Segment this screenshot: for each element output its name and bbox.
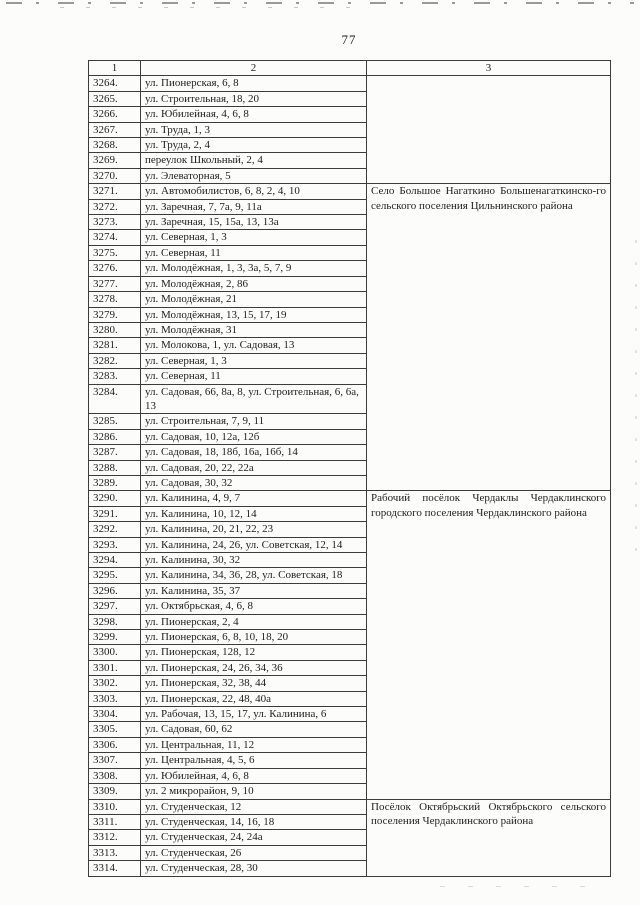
row-number-cell: 3306. bbox=[89, 737, 141, 752]
address-cell: ул. Студенческая, 24, 24а bbox=[141, 830, 367, 845]
settlement-cell: Посёлок Октябрьский Октябрьского сельского поселения Чердаклинского района bbox=[367, 799, 611, 876]
address-cell: ул. Молодёжная, 31 bbox=[141, 322, 367, 337]
address-cell: ул. Молокова, 1, ул. Садовая, 13 bbox=[141, 338, 367, 353]
row-number-cell: 3287. bbox=[89, 445, 141, 460]
row-number-cell: 3278. bbox=[89, 292, 141, 307]
column-header: 3 bbox=[367, 61, 611, 76]
row-number-cell: 3289. bbox=[89, 475, 141, 490]
address-cell: ул. Молодёжная, 13, 15, 17, 19 bbox=[141, 307, 367, 322]
scan-artifact-right bbox=[635, 240, 637, 560]
row-number-cell: 3302. bbox=[89, 676, 141, 691]
address-cell: ул. Молодёжная, 21 bbox=[141, 292, 367, 307]
table-row bbox=[89, 184, 611, 199]
row-number-cell: 3303. bbox=[89, 691, 141, 706]
table-row bbox=[89, 76, 611, 91]
table-body bbox=[89, 76, 611, 876]
address-cell: ул. Студенческая, 12 bbox=[141, 799, 367, 814]
row-number-cell: 3294. bbox=[89, 553, 141, 568]
address-cell: ул. Студенческая, 28, 30 bbox=[141, 861, 367, 876]
row-number-cell: 3313. bbox=[89, 845, 141, 860]
row-number-cell: 3264. bbox=[89, 76, 141, 91]
address-cell: ул. Пионерская, 128, 12 bbox=[141, 645, 367, 660]
address-cell: ул. Садовая, 18, 18б, 16а, 16б, 14 bbox=[141, 445, 367, 460]
table-row bbox=[89, 799, 611, 814]
row-number-cell: 3281. bbox=[89, 338, 141, 353]
row-number-cell: 3268. bbox=[89, 138, 141, 153]
row-number-cell: 3305. bbox=[89, 722, 141, 737]
address-cell: ул. 2 микрорайон, 9, 10 bbox=[141, 784, 367, 799]
address-cell: ул. Центральная, 4, 5, 6 bbox=[141, 753, 367, 768]
row-number-cell: 3300. bbox=[89, 645, 141, 660]
row-number-cell: 3290. bbox=[89, 491, 141, 506]
address-cell: ул. Элеваторная, 5 bbox=[141, 168, 367, 183]
settlement-cell: Рабочий посёлок Чердаклы Чердаклинского городского поселения Чердаклинского района bbox=[367, 491, 611, 799]
row-number-cell: 3276. bbox=[89, 261, 141, 276]
row-number-cell: 3309. bbox=[89, 784, 141, 799]
row-number-cell: 3314. bbox=[89, 861, 141, 876]
row-number-cell: 3282. bbox=[89, 353, 141, 368]
row-number-cell: 3270. bbox=[89, 168, 141, 183]
address-cell: ул. Пионерская, 22, 48, 40а bbox=[141, 691, 367, 706]
address-cell: ул. Калинина, 34, 36, 28, ул. Советская, 18 bbox=[141, 568, 367, 583]
table-header-row bbox=[89, 61, 611, 76]
address-cell: ул. Садовая, 30, 32 bbox=[141, 475, 367, 490]
address-cell: ул. Пионерская, 32, 38, 44 bbox=[141, 676, 367, 691]
address-cell: ул. Центральная, 11, 12 bbox=[141, 737, 367, 752]
address-cell: ул. Калинина, 10, 12, 14 bbox=[141, 506, 367, 521]
row-number-cell: 3267. bbox=[89, 122, 141, 137]
row-number-cell: 3311. bbox=[89, 814, 141, 829]
row-number-cell: 3269. bbox=[89, 153, 141, 168]
address-cell: ул. Северная, 11 bbox=[141, 369, 367, 384]
row-number-cell: 3288. bbox=[89, 460, 141, 475]
column-header: 2 bbox=[141, 61, 367, 76]
address-cell: ул. Северная, 1, 3 bbox=[141, 230, 367, 245]
address-cell: ул. Заречная, 15, 15а, 13, 13а bbox=[141, 215, 367, 230]
address-cell: ул. Садовая, 60, 62 bbox=[141, 722, 367, 737]
row-number-cell: 3280. bbox=[89, 322, 141, 337]
row-number-cell: 3296. bbox=[89, 583, 141, 598]
row-number-cell: 3283. bbox=[89, 369, 141, 384]
address-cell: ул. Пионерская, 6, 8, 10, 18, 20 bbox=[141, 630, 367, 645]
row-number-cell: 3275. bbox=[89, 245, 141, 260]
row-number-cell: 3312. bbox=[89, 830, 141, 845]
row-number-cell: 3266. bbox=[89, 107, 141, 122]
row-number-cell: 3277. bbox=[89, 276, 141, 291]
address-cell: ул. Заречная, 7, 7а, 9, 11а bbox=[141, 199, 367, 214]
row-number-cell: 3271. bbox=[89, 184, 141, 199]
page-number: 77 bbox=[341, 32, 357, 47]
row-number-cell: 3284. bbox=[89, 384, 141, 414]
address-cell: ул. Автомобилистов, 6, 8, 2, 4, 10 bbox=[141, 184, 367, 199]
row-number-cell: 3292. bbox=[89, 522, 141, 537]
row-number-cell: 3307. bbox=[89, 753, 141, 768]
address-cell: ул. Калинина, 24, 26, ул. Советская, 12, 14 bbox=[141, 537, 367, 552]
address-cell: ул. Садовая, 66, 8а, 8, ул. Строительная, 6, 6а, 13 bbox=[141, 384, 367, 414]
address-cell: ул. Труда, 1, 3 bbox=[141, 122, 367, 137]
address-cell: ул. Калинина, 35, 37 bbox=[141, 583, 367, 598]
column-header: 1 bbox=[89, 61, 141, 76]
row-number-cell: 3299. bbox=[89, 630, 141, 645]
row-number-cell: 3310. bbox=[89, 799, 141, 814]
address-cell: ул. Октябрьская, 4, 6, 8 bbox=[141, 599, 367, 614]
address-cell: ул. Северная, 1, 3 bbox=[141, 353, 367, 368]
address-cell: ул. Молодёжная, 1, 3, 3а, 5, 7, 9 bbox=[141, 261, 367, 276]
table-row bbox=[89, 491, 611, 506]
row-number-cell: 3295. bbox=[89, 568, 141, 583]
row-number-cell: 3301. bbox=[89, 660, 141, 675]
address-cell: ул. Рабочая, 13, 15, 17, ул. Калинина, 6 bbox=[141, 707, 367, 722]
row-number-cell: 3285. bbox=[89, 414, 141, 429]
address-cell: ул. Строительная, 7, 9, 11 bbox=[141, 414, 367, 429]
row-number-cell: 3298. bbox=[89, 614, 141, 629]
row-number-cell: 3304. bbox=[89, 707, 141, 722]
address-cell: переулок Школьный, 2, 4 bbox=[141, 153, 367, 168]
scan-artifact-bottom bbox=[440, 886, 600, 887]
address-cell: ул. Молодёжная, 2, 86 bbox=[141, 276, 367, 291]
address-cell: ул. Труда, 2, 4 bbox=[141, 138, 367, 153]
address-cell: ул. Садовая, 10, 12а, 12б bbox=[141, 429, 367, 444]
settlement-cell bbox=[367, 76, 611, 184]
row-number-cell: 3286. bbox=[89, 429, 141, 444]
address-table bbox=[88, 60, 611, 877]
row-number-cell: 3274. bbox=[89, 230, 141, 245]
row-number-cell: 3272. bbox=[89, 199, 141, 214]
row-number-cell: 3293. bbox=[89, 537, 141, 552]
row-number-cell: 3291. bbox=[89, 506, 141, 521]
address-cell: ул. Строительная, 18, 20 bbox=[141, 91, 367, 106]
address-cell: ул. Студенческая, 14, 16, 18 bbox=[141, 814, 367, 829]
scan-artifact-top-secondary bbox=[60, 7, 360, 8]
address-cell: ул. Юбилейная, 4, 6, 8 bbox=[141, 768, 367, 783]
scan-artifact-top bbox=[6, 2, 634, 4]
row-number-cell: 3297. bbox=[89, 599, 141, 614]
address-cell: ул. Пионерская, 2, 4 bbox=[141, 614, 367, 629]
address-cell: ул. Калинина, 30, 32 bbox=[141, 553, 367, 568]
row-number-cell: 3265. bbox=[89, 91, 141, 106]
address-cell: ул. Пионерская, 6, 8 bbox=[141, 76, 367, 91]
row-number-cell: 3273. bbox=[89, 215, 141, 230]
row-number-cell: 3308. bbox=[89, 768, 141, 783]
address-cell: ул. Пионерская, 24, 26, 34, 36 bbox=[141, 660, 367, 675]
address-cell: ул. Северная, 11 bbox=[141, 245, 367, 260]
address-cell: ул. Юбилейная, 4, 6, 8 bbox=[141, 107, 367, 122]
address-cell: ул. Калинина, 4, 9, 7 bbox=[141, 491, 367, 506]
settlement-cell: Село Большое Нагаткино Большенагаткинско-го сельского поселения Цильнинского района bbox=[367, 184, 611, 491]
row-number-cell: 3279. bbox=[89, 307, 141, 322]
address-cell: ул. Калинина, 20, 21, 22, 23 bbox=[141, 522, 367, 537]
address-cell: ул. Садовая, 20, 22, 22а bbox=[141, 460, 367, 475]
address-cell: ул. Студенческая, 26 bbox=[141, 845, 367, 860]
